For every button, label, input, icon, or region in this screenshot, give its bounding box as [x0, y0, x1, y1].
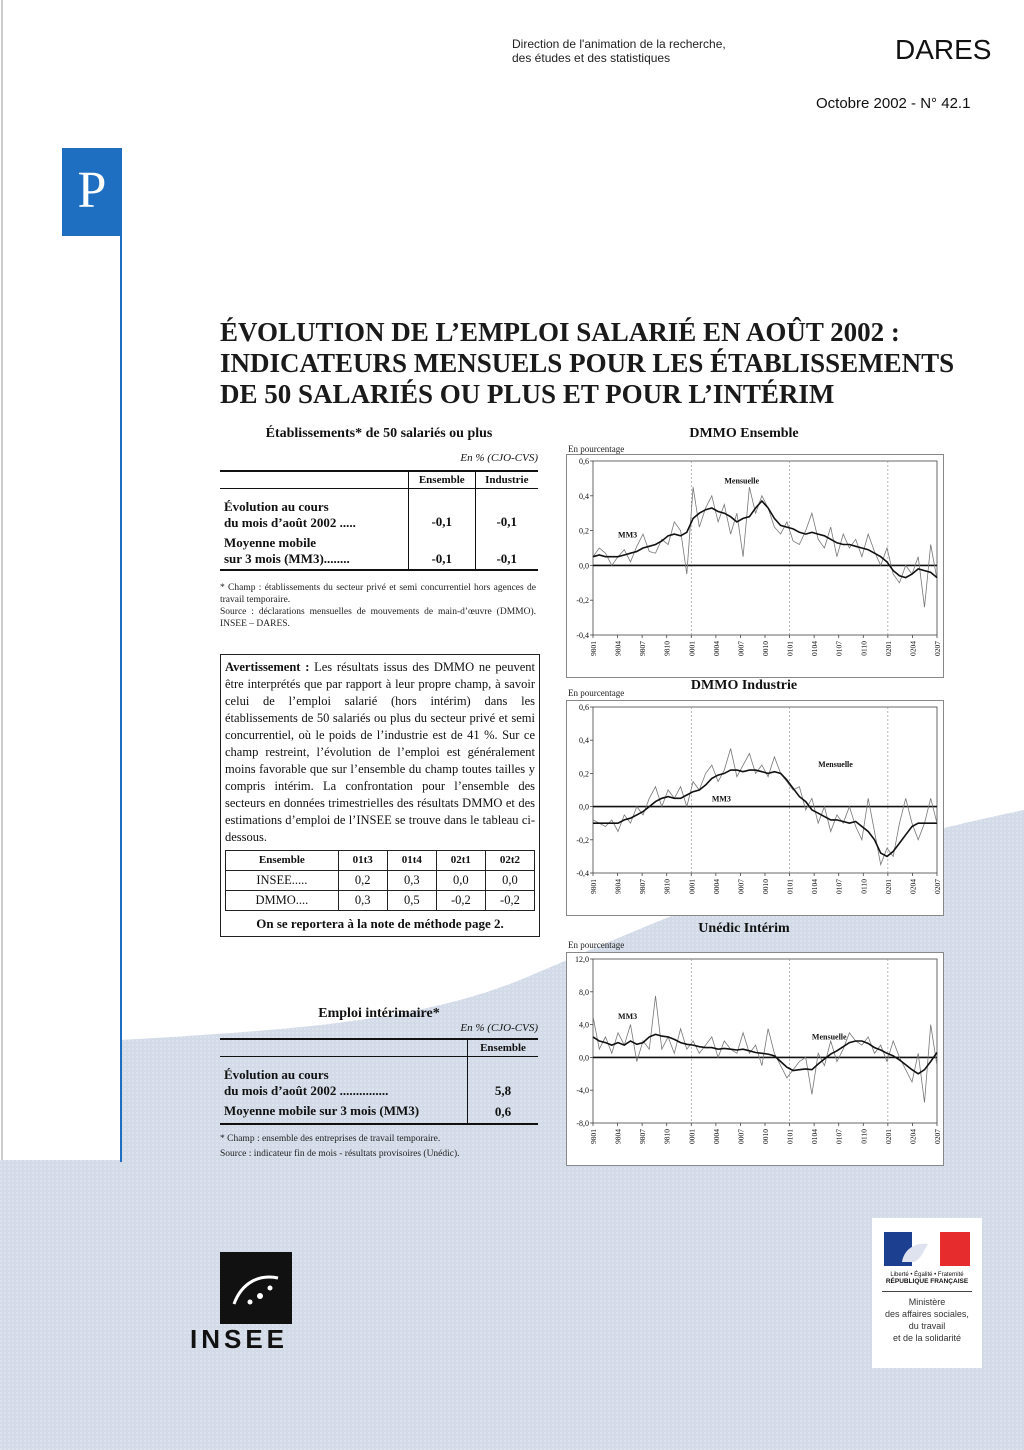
y-tick-label: 0,6 — [579, 457, 589, 466]
y-tick-label: -4,0 — [576, 1086, 589, 1096]
etab-row2-ensemble: -0,1 — [409, 533, 476, 570]
header-issue: Octobre 2002 - N° 42.1 — [816, 95, 971, 112]
interim-row1-value: 5,8 — [494, 1082, 512, 1098]
x-tick-label: 0007 — [736, 641, 746, 656]
x-tick-label: 0107 — [834, 1129, 844, 1144]
x-tick-label: 9804 — [613, 1129, 623, 1144]
y-tick-label: 0,2 — [579, 526, 589, 536]
chart-unedic-interim — [566, 952, 944, 1166]
x-tick-label: 0104 — [810, 1129, 820, 1144]
etab-table-unit: En % (CJO-CVS) — [460, 452, 538, 464]
y-tick-label: 8,0 — [579, 987, 589, 997]
x-tick-label: 0104 — [810, 641, 820, 656]
etab-row1-ensemble: -0,1 — [409, 489, 476, 534]
y-tick-label: 0,0 — [579, 561, 589, 571]
interim-row2-value: 0,6 — [494, 1104, 512, 1119]
x-tick-label: 0110 — [859, 641, 869, 656]
header-direction-line2: des études et des statistiques — [512, 51, 671, 65]
series-letter-box: P — [62, 148, 122, 236]
chart-dmmo-industrie — [566, 700, 944, 916]
comparison-cell: 0,0 — [485, 871, 534, 891]
interim-row1-label — [220, 1057, 468, 1102]
page-title — [220, 317, 990, 410]
interim-row2-label: Moyenne mobile sur 3 mois (MM3) — [220, 1101, 468, 1124]
etab-row2-label-a: Moyenne mobile — [224, 535, 317, 550]
x-tick-label: 0201 — [883, 879, 893, 894]
x-tick-label: 9807 — [638, 879, 648, 894]
series-monthly-label: Mensuelle — [811, 1032, 847, 1042]
interim-row1-label-b: du mois d’août 2002 ............... — [224, 1083, 389, 1098]
x-tick-label: 0204 — [908, 1129, 918, 1144]
etab-row1-label-a: Évolution au cours — [224, 499, 329, 514]
series-mm3-label: MM3 — [618, 1011, 638, 1021]
x-tick-label: 0001 — [687, 1129, 697, 1144]
series-monthly-label: Mensuelle — [818, 759, 853, 769]
insee-wordmark: INSEE — [190, 1324, 289, 1354]
ministry-line3: du travail — [908, 1321, 946, 1331]
etab-row1-industrie: -0,1 — [496, 514, 518, 529]
x-tick-label: 0101 — [785, 879, 795, 894]
accent-rule — [120, 236, 122, 1162]
x-tick-label: 0207 — [933, 1129, 942, 1144]
marianne-flag-icon — [884, 1232, 970, 1266]
chart1-ylabel: En pourcentage — [568, 444, 625, 454]
x-tick-label: 9804 — [613, 879, 623, 894]
chart3-ylabel: En pourcentage — [568, 940, 625, 950]
x-tick-label: 0110 — [859, 879, 869, 894]
x-tick-label: 0201 — [883, 641, 893, 656]
interim-notes — [220, 1133, 536, 1160]
comparison-cell: DMMO.... — [226, 891, 339, 911]
y-tick-label: -0,4 — [576, 869, 589, 878]
x-tick-label: 0204 — [908, 641, 918, 656]
chart-dmmo-ensemble — [566, 454, 944, 678]
etab-table — [220, 470, 538, 571]
warning-text: Les résultats issus des DMMO ne peuvent être interprétés que par rapport à leur propre champ, à savoir celui de l’emploi salarié (hors intérim) dans les établissements de 50 salariés ou plus du secteur privé et semi concurrentiel, où le poids de l’industrie est de 41 %. Sur ce champ restreint, l’évolution de l’emploi est généralement moins favorable que sur l’ensemble du champ toutes tailles y compris intérim. La confrontation pour l’ensemble des secteurs en données trimestrielles des résultats DMMO et des estimations d’emploi de l’INSEE se trouve dans le tableau ci-dessous. — [225, 660, 535, 844]
interim-table-unit: En % (CJO-CVS) — [460, 1022, 538, 1034]
comparison-cell: INSEE..... — [226, 871, 339, 891]
y-tick-label: 0,6 — [579, 703, 589, 712]
interim-table — [220, 1038, 538, 1125]
chart2-title: DMMO Industrie — [690, 678, 798, 693]
ministry-line1: Ministère — [908, 1297, 946, 1307]
warning-box — [220, 654, 540, 937]
etab-row1-label-b: du mois d’août 2002 ..... — [224, 515, 356, 530]
y-tick-label: -0,2 — [576, 596, 589, 606]
comparison-cell: -0,2 — [436, 891, 485, 911]
comparison-cell: -0,2 — [485, 891, 534, 911]
x-tick-label: 9810 — [662, 641, 672, 656]
x-tick-label: 0010 — [761, 1129, 770, 1144]
y-tick-label: 0,0 — [579, 802, 589, 812]
x-tick-label: 9810 — [662, 1129, 672, 1144]
interim-note-source: Source : indicateur fin de mois - résultats provisoires (Unédic). — [220, 1149, 460, 1159]
x-tick-label: 0107 — [834, 879, 844, 894]
interim-table-caption: Emploi intérimaire* — [318, 1006, 440, 1021]
y-tick-label: -0,4 — [576, 631, 589, 640]
comparison-head-3: 02t1 — [436, 851, 485, 871]
x-tick-label: 0107 — [834, 641, 844, 656]
x-tick-label: 9801 — [589, 1129, 598, 1144]
etab-note-source: Source : déclarations mensuelles de mouvements de main-d’œuvre (DMMO). INSEE – DARES. — [220, 607, 536, 629]
x-tick-label: 0201 — [883, 1129, 893, 1144]
y-tick-label: 0,4 — [579, 491, 589, 501]
comparison-cell: 0,0 — [436, 871, 485, 891]
insee-logo — [190, 1252, 290, 1355]
interim-note-champ: * Champ : ensemble des entreprises de travail temporaire. — [220, 1134, 441, 1144]
etab-note-champ: * Champ : établissements du secteur privé et semi concurrentiel hors agences de travail temporaire. — [220, 583, 536, 605]
plot-area — [593, 707, 937, 873]
insee-emblem-icon — [220, 1252, 292, 1324]
x-tick-label: 0001 — [687, 879, 697, 894]
table-row — [226, 891, 535, 911]
etab-row1-label — [220, 489, 409, 534]
header-direction-line1: Direction de l'animation de la recherche, — [512, 37, 726, 51]
interim-col-ensemble: Ensemble — [480, 1042, 526, 1054]
header-direction — [512, 37, 772, 65]
table-row — [226, 871, 535, 891]
series-mm3-label: MM3 — [711, 794, 731, 804]
header-org: DARES — [895, 34, 992, 65]
warning-footer: On se reportera à la note de méthode page 2. — [256, 916, 504, 931]
x-tick-label: 0007 — [736, 1129, 746, 1144]
interim-table-corner — [220, 1039, 468, 1057]
etab-notes — [220, 582, 536, 630]
etab-col-ensemble: Ensemble — [409, 471, 476, 489]
chart2-ylabel: En pourcentage — [568, 688, 625, 698]
title-line1: ÉVOLUTION DE L’EMPLOI SALARIÉ EN AOÛT 2002 : — [220, 317, 900, 347]
etab-row2-label-b: sur 3 mois (MM3)........ — [224, 551, 350, 566]
interim-row1-label-a: Évolution au cours — [224, 1067, 329, 1082]
x-tick-label: 0207 — [933, 879, 942, 894]
etab-table-corner — [220, 471, 409, 489]
x-tick-label: 0004 — [711, 879, 721, 894]
chart1-title: DMMO Ensemble — [689, 426, 799, 441]
x-tick-label: 9801 — [589, 879, 598, 894]
warning-lead: Avertissement : — [225, 660, 310, 674]
comparison-head-0: Ensemble — [226, 851, 339, 871]
x-tick-label: 0004 — [711, 641, 721, 656]
comparison-cell: 0,3 — [338, 891, 387, 911]
ministry-name — [872, 1296, 982, 1344]
series-monthly-label: Mensuelle — [724, 476, 760, 486]
x-tick-label: 0101 — [785, 641, 795, 656]
ministry-line4: et de la solidarité — [892, 1333, 962, 1343]
ministry-line2: des affaires sociales, — [885, 1309, 969, 1319]
x-tick-label: 0010 — [761, 641, 770, 656]
y-tick-label: -8,0 — [576, 1119, 589, 1128]
comparison-cell: 0,5 — [387, 891, 436, 911]
etab-table-caption: Établissements* de 50 salariés ou plus — [265, 426, 493, 441]
chart3-title: Unédic Intérim — [698, 921, 790, 936]
republic-name: RÉPUBLIQUE FRANÇAISE — [885, 1278, 969, 1285]
x-tick-label: 9807 — [638, 1129, 648, 1144]
x-tick-label: 0001 — [687, 641, 697, 656]
x-tick-label: 0007 — [736, 879, 746, 894]
x-tick-label: 0004 — [711, 1129, 721, 1144]
y-tick-label: 0,0 — [579, 1053, 589, 1063]
x-tick-label: 0110 — [859, 1129, 869, 1144]
series-mm3-label: MM3 — [618, 530, 638, 540]
x-tick-label: 0104 — [810, 879, 820, 894]
y-tick-label: 0,2 — [579, 769, 589, 779]
comparison-head-4: 02t2 — [485, 851, 534, 871]
x-tick-label: 0010 — [761, 879, 770, 894]
x-tick-label: 0207 — [933, 641, 942, 656]
y-tick-label: 0,4 — [579, 736, 589, 746]
comparison-table — [225, 850, 535, 911]
x-tick-label: 9804 — [613, 641, 623, 656]
y-tick-label: 12,0 — [575, 955, 589, 964]
comparison-head-2: 01t4 — [387, 851, 436, 871]
republic-motto: Liberté • Égalité • Fraternité — [890, 1272, 964, 1278]
x-tick-label: 9801 — [589, 641, 598, 656]
title-line3: DE 50 SALARIÉS OU PLUS ET POUR L’INTÉRIM — [220, 379, 835, 409]
ministry-logo — [872, 1218, 982, 1368]
x-tick-label: 0101 — [785, 1129, 795, 1144]
etab-row2-label — [220, 533, 409, 570]
comparison-head-1: 01t3 — [338, 851, 387, 871]
y-tick-label: 4,0 — [579, 1020, 589, 1030]
etab-col-industrie: Industrie — [485, 474, 529, 486]
x-tick-label: 0204 — [908, 879, 918, 894]
x-tick-label: 9810 — [662, 879, 672, 894]
y-tick-label: -0,2 — [576, 835, 589, 845]
comparison-cell: 0,2 — [338, 871, 387, 891]
title-line2: INDICATEURS MENSUELS POUR LES ÉTABLISSEMENTS — [220, 348, 955, 378]
comparison-cell: 0,3 — [387, 871, 436, 891]
etab-row2-industrie: -0,1 — [496, 551, 518, 566]
x-tick-label: 9807 — [638, 641, 648, 656]
